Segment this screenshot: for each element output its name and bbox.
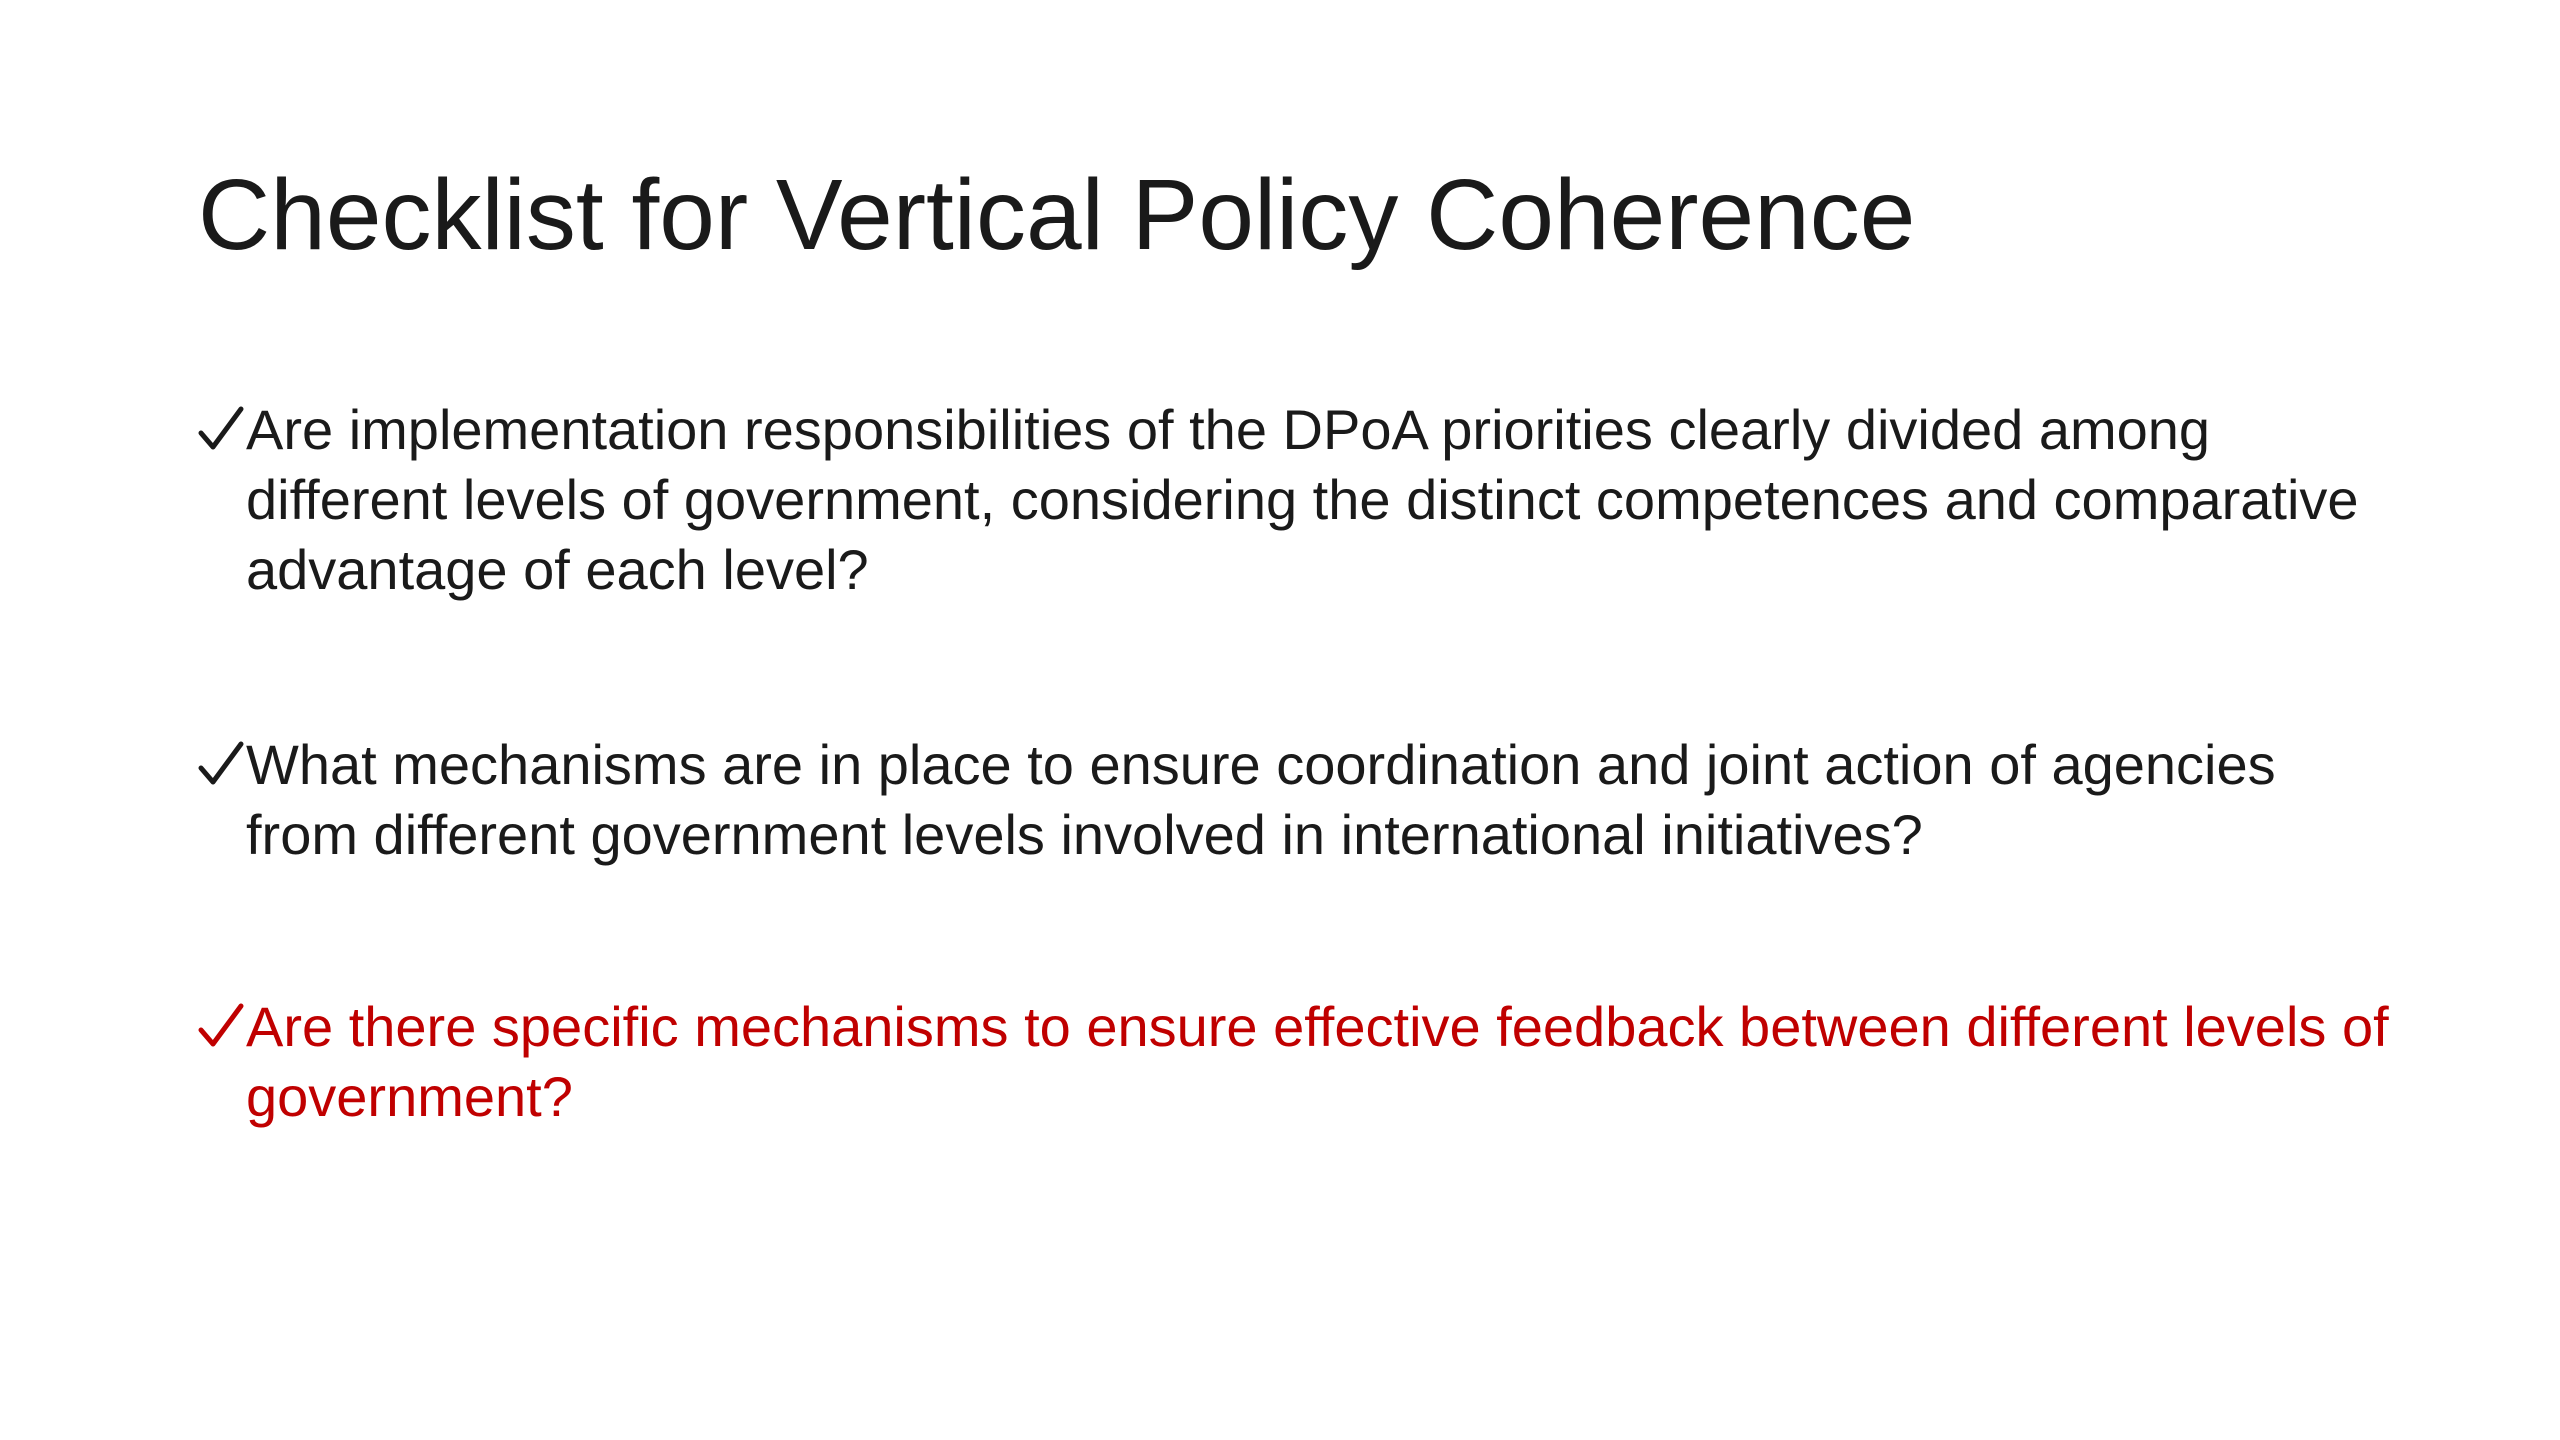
checklist-item-text: Are implementation responsibilities of the DPoA priorities clearly divided among different levels of government, considering the distinct competences and comparative advantage of each level? [246,398,2359,601]
checkmark-icon [198,395,244,465]
checklist-item-responsibilities [198,395,2398,605]
checklist-item-feedback [198,992,2398,1132]
checkmark-icon [198,730,244,800]
slide-title: Checklist for Vertical Policy Coherence [198,159,1916,271]
checklist-item-text: What mechanisms are in place to ensure coordination and joint action of agencies from different government levels involved in international initiatives? [246,733,2276,866]
checklist-item-coordination [198,730,2398,870]
checklist-item-text: Are there specific mechanisms to ensure effective feedback between different levels of government? [246,995,2389,1128]
checkmark-icon [198,992,244,1062]
